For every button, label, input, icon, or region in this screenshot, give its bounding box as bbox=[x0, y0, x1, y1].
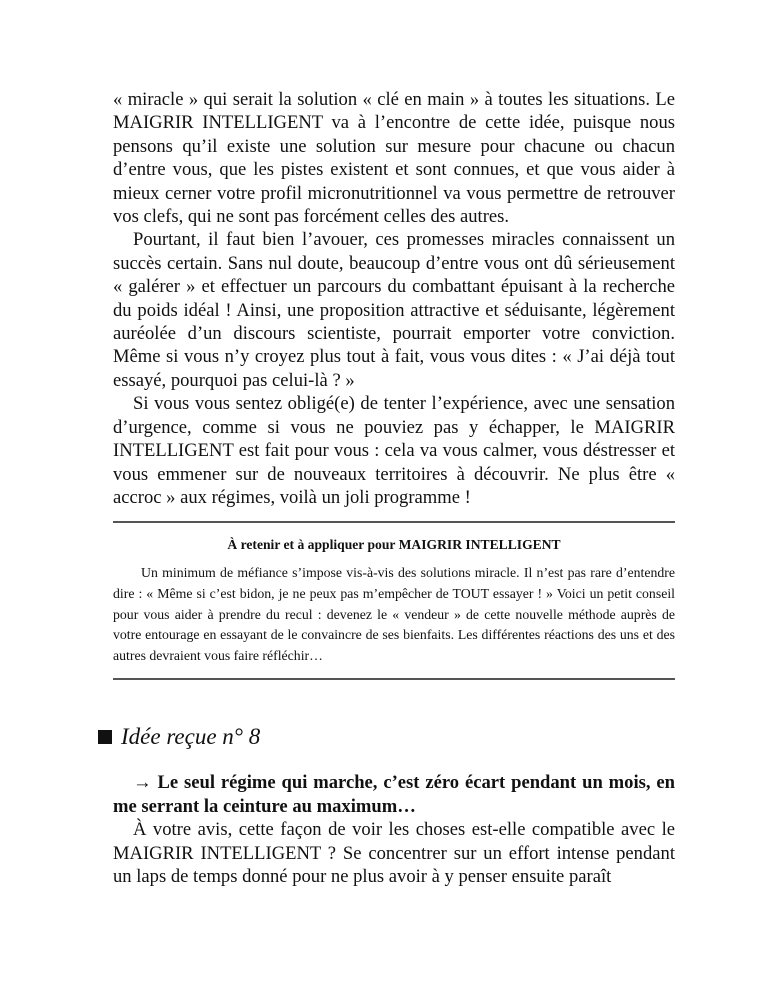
black-square-icon bbox=[98, 730, 112, 744]
page-content bbox=[113, 88, 675, 888]
paragraph-votre-avis: À votre avis, cette façon de voir les choses est-elle compatible avec le MAIGRIR INTELLIGENT ? Se concentrer sur un effort intense pendant un laps de temps donné pour ne plus avoir à y penser ensuite paraît bbox=[113, 819, 675, 887]
section-lead: → Le seul régime qui marche, c’est zéro écart pendant un mois, en me serrant la ceinture au maximum… bbox=[113, 772, 675, 817]
section-heading bbox=[98, 724, 675, 750]
retenir-box bbox=[113, 521, 675, 680]
retenir-box-title: À retenir et à appliquer pour MAIGRIR INTELLIGENT bbox=[227, 537, 561, 553]
retenir-box-text: Un minimum de méfiance s’impose vis-à-vis des solutions miracle. Il n’est pas rare d’entendre dire : « Même si c’est bidon, je ne peux pas m’empêcher de TOUT essayer ! » Voici un petit conseil pour vous aider à prendre du recul : devenez le « vendeur » de cette nouvelle méthode auprès de votre entourage en essayant de le convaincre de ses bienfaits. Les différentes réactions des uns et des autres devraient vous faire réfléchir… bbox=[113, 565, 675, 663]
paragraph-experience: Si vous vous sentez obligé(e) de tenter l’expérience, avec une sensation d’urgence, comme si vous ne pouviez pas y échapper, le MAIGRIR INTELLIGENT est fait pour vous : cela va vous calmer, vous déstresser et vous emmener sur de nouveaux territoires à découvrir. Ne plus être « accroc » aux régimes, voilà un joli programme ! bbox=[113, 393, 675, 508]
paragraph-miracle-solution: « miracle » qui serait la solution « clé en main » à toutes les situations. Le MAIGRIR INTELLIGENT va à l’encontre de cette idée, puisque nous pensons qu’il existe une solution sur mesure pour chacune ou chacun d’entre vous, que les pistes existent et sont connues, et que vous aider à mieux cerner votre profil micronutritionnel va vous permettre de retrouver vos clefs, qui ne sont pas forcément celles des autres. bbox=[113, 89, 675, 228]
section-heading-text: Idée reçue n° 8 bbox=[121, 724, 261, 750]
paragraph-promesses-miracles: Pourtant, il faut bien l’avouer, ces promesses miracles connaissent un succès certain. Sans nul doute, beaucoup d’entre vous ont dû sérieusement « galérer » et effectuer un parcours du combattant épuisant à la recherche du poids idéal ! Ainsi, une proposition attractive et séduisante, légèrement auréolée d’un discours scientiste, pourrait emporter votre conviction. Même si vous n’y croyez plus tout à fait, vous vous dites : « J’ai déjà tout essayé, pourquoi pas celui-là ? » bbox=[113, 229, 675, 391]
